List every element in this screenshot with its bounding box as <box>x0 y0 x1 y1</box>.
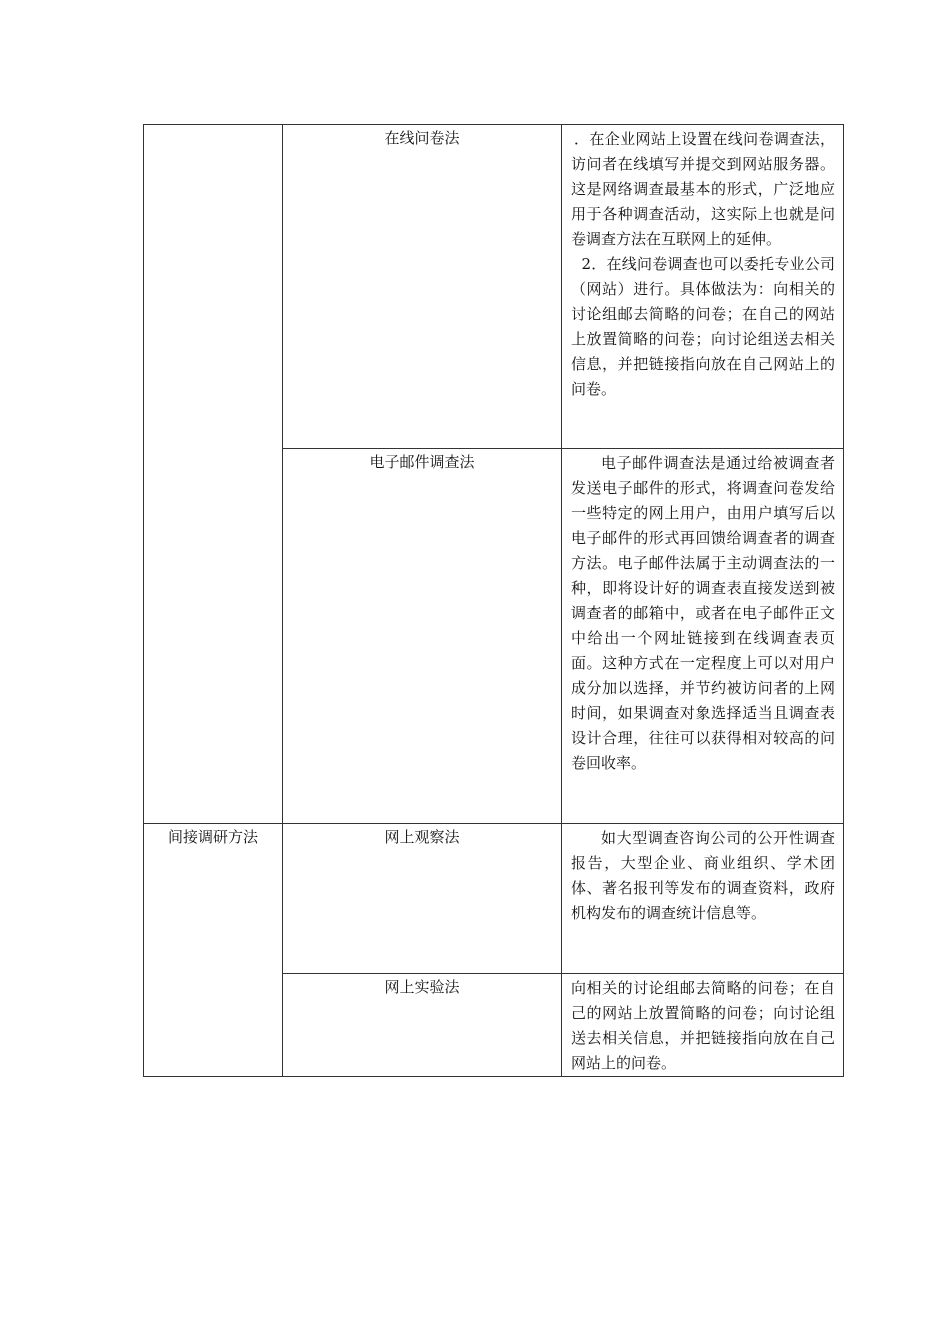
description-cell-online-questionnaire <box>562 125 844 449</box>
description-paragraph: ．在企业网站上设置在线问卷调查法，访问者在线填写并提交到网站服务器。这是网络调查最基本的形式，广泛地应用于各种调查活动，这实际上也就是问卷调查方法在互联网上的延伸。 <box>571 130 835 248</box>
description-cell-online-observation <box>562 824 844 974</box>
category-cell-direct <box>144 125 283 824</box>
category-label <box>144 125 282 126</box>
description-cell-email-survey <box>562 449 844 824</box>
description-paragraph: 向相关的讨论组邮去简略的问卷；在自己的网站上放置简略的问卷；向讨论组送去相关信息，并把链接指向放在自己网站上的问卷。 <box>571 979 835 1072</box>
method-cell-online-questionnaire <box>283 125 562 449</box>
method-cell-email-survey <box>283 449 562 824</box>
category-cell-indirect <box>144 824 283 1077</box>
methods-table <box>143 124 844 1077</box>
description-paragraph: 2．在线问卷调查也可以委托专业公司（网站）进行。具体做法为：向相关的讨论组邮去简略的问卷；在自己的网站上放置简略的问卷；向讨论组送去相关信息，并把链接指向放在自己网站上的问卷。 <box>571 255 835 398</box>
method-label: 网上实验法 <box>384 978 460 996</box>
description-cell-online-experiment <box>562 974 844 1077</box>
method-cell-online-observation <box>283 824 562 974</box>
table-row <box>144 125 844 449</box>
description-paragraph: 电子邮件调查法是通过给被调查者发送电子邮件的形式，将调查问卷发给一些特定的网上用户，由用户填写后以电子邮件的形式再回馈给调查者的调查方法。电子邮件法属于主动调查法的一种，即将设计好的调查表直接发送到被调查者的邮箱中，或者在电子邮件正文中给出一个网址链接到在线调查表页面。这种方式在一定程度上可以对用户成分加以选择，并节约被访问者的上网时间，如果调查对象选择适当且调查表设计合理，往往可以获得相对较高的问卷回收率。 <box>571 454 835 772</box>
description-paragraph: 如大型调查咨询公司的公开性调查报告，大型企业、商业组织、学术团体、著名报刊等发布的调查资料，政府机构发布的调查统计信息等。 <box>571 829 835 922</box>
method-label: 网上观察法 <box>384 828 460 846</box>
category-label: 间接调研方法 <box>167 828 258 846</box>
table-row <box>144 824 844 974</box>
method-cell-online-experiment <box>283 974 562 1077</box>
method-label: 在线问卷法 <box>384 129 460 147</box>
method-label: 电子邮件调查法 <box>369 453 475 471</box>
